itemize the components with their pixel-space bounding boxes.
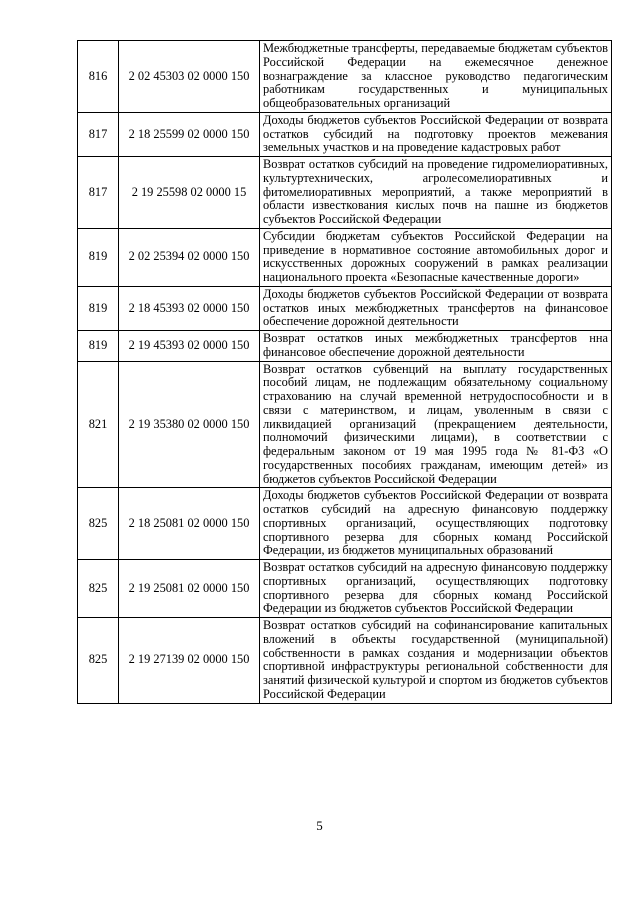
description-cell: Возврат остатков иных межбюджетных трансфертов нна финансовое обеспечение дорожной деятельности [260, 331, 612, 362]
budget-codes-table [77, 40, 612, 704]
admin-code-cell: 825 [78, 618, 119, 704]
income-code-cell: 2 02 25394 02 0000 150 [119, 228, 260, 286]
admin-code-cell: 817 [78, 157, 119, 229]
description-cell: Доходы бюджетов субъектов Российской Федерации от возврата остатков субсидий на подготовку проектов межевания земельных участков и на проведение кадастровых работ [260, 112, 612, 156]
table-row [78, 228, 612, 286]
table-row [78, 286, 612, 330]
table-row [78, 331, 612, 362]
description-cell: Межбюджетные трансферты, передаваемые бюджетам субъектов Российской Федерации на ежемесячное денежное вознаграждение за классное руководство педагогическим работникам государственных и муниципальных общеобразовательных организаций [260, 41, 612, 113]
description-cell: Доходы бюджетов субъектов Российской Федерации от возврата остатков субсидий на адресную финансовую поддержку спортивных организаций, осуществляющих подготовку спортивного резерва для сборных команд Российской Федерации, из бюджетов муниципальных образований [260, 488, 612, 560]
admin-code-cell: 825 [78, 560, 119, 618]
description-cell: Возврат остатков субсидий на проведение гидромелиоративных, культуртехнических, агролесомелиоративных и фитомелиоративных мероприятий, а также мероприятий в области известкования кислых почв на пашне из бюджетов субъектов Российской Федерации [260, 157, 612, 229]
income-code-cell: 2 19 45393 02 0000 150 [119, 331, 260, 362]
income-code-cell: 2 19 35380 02 0000 150 [119, 361, 260, 488]
income-code-cell: 2 19 25081 02 0000 150 [119, 560, 260, 618]
table-row [78, 560, 612, 618]
table-row [78, 157, 612, 229]
income-code-cell: 2 18 45393 02 0000 150 [119, 286, 260, 330]
description-cell: Субсидии бюджетам субъектов Российской Федерации на приведение в нормативное состояние автомобильных дорог и искусственных дорожных сооружений в рамках реализации национального проекта «Безопасные качественные дороги» [260, 228, 612, 286]
income-code-cell: 2 18 25599 02 0000 150 [119, 112, 260, 156]
income-code-cell: 2 18 25081 02 0000 150 [119, 488, 260, 560]
admin-code-cell: 819 [78, 228, 119, 286]
table-row [78, 112, 612, 156]
table-row [78, 41, 612, 113]
description-cell: Доходы бюджетов субъектов Российской Федерации от возврата остатков иных межбюджетных трансфертов на финансовое обеспечение дорожной деятельности [260, 286, 612, 330]
page-number: 5 [316, 818, 323, 833]
description-cell: Возврат остатков субсидий на софинансирование капитальных вложений в объекты государственной (муниципальной) собственности в рамках создания и модернизации объектов спортивной инфраструктуры региональной собственности для занятий физической культурой и спортом из бюджетов субъектов Российской Федерации [260, 618, 612, 704]
income-code-cell: 2 02 45303 02 0000 150 [119, 41, 260, 113]
admin-code-cell: 819 [78, 286, 119, 330]
income-code-cell: 2 19 25598 02 0000 15 [119, 157, 260, 229]
admin-code-cell: 819 [78, 331, 119, 362]
table-row [78, 488, 612, 560]
income-code-cell: 2 19 27139 02 0000 150 [119, 618, 260, 704]
description-cell: Возврат остатков субвенций на выплату государственных пособий лицам, не подлежащим обязательному социальному страхованию на случай временной нетрудоспособности и в связи с материнством, и лицам, уволенным в связи с ликвидацией организаций (прекращением деятельности, полномочий физическими лицами), в соответствии с федеральным законом от 19 мая 1995 года № 81-ФЗ «О государственных пособиях гражданам, имеющим детей» из бюджетов субъектов Российской Федерации [260, 361, 612, 488]
table-row [78, 618, 612, 704]
admin-code-cell: 821 [78, 361, 119, 488]
admin-code-cell: 825 [78, 488, 119, 560]
admin-code-cell: 816 [78, 41, 119, 113]
table-row [78, 361, 612, 488]
description-cell: Возврат остатков субсидий на адресную финансовую поддержку спортивных организаций, осуществляющих подготовку спортивного резерва для сборных команд Российской Федерации из бюджетов субъектов Российской Федерации [260, 560, 612, 618]
admin-code-cell: 817 [78, 112, 119, 156]
